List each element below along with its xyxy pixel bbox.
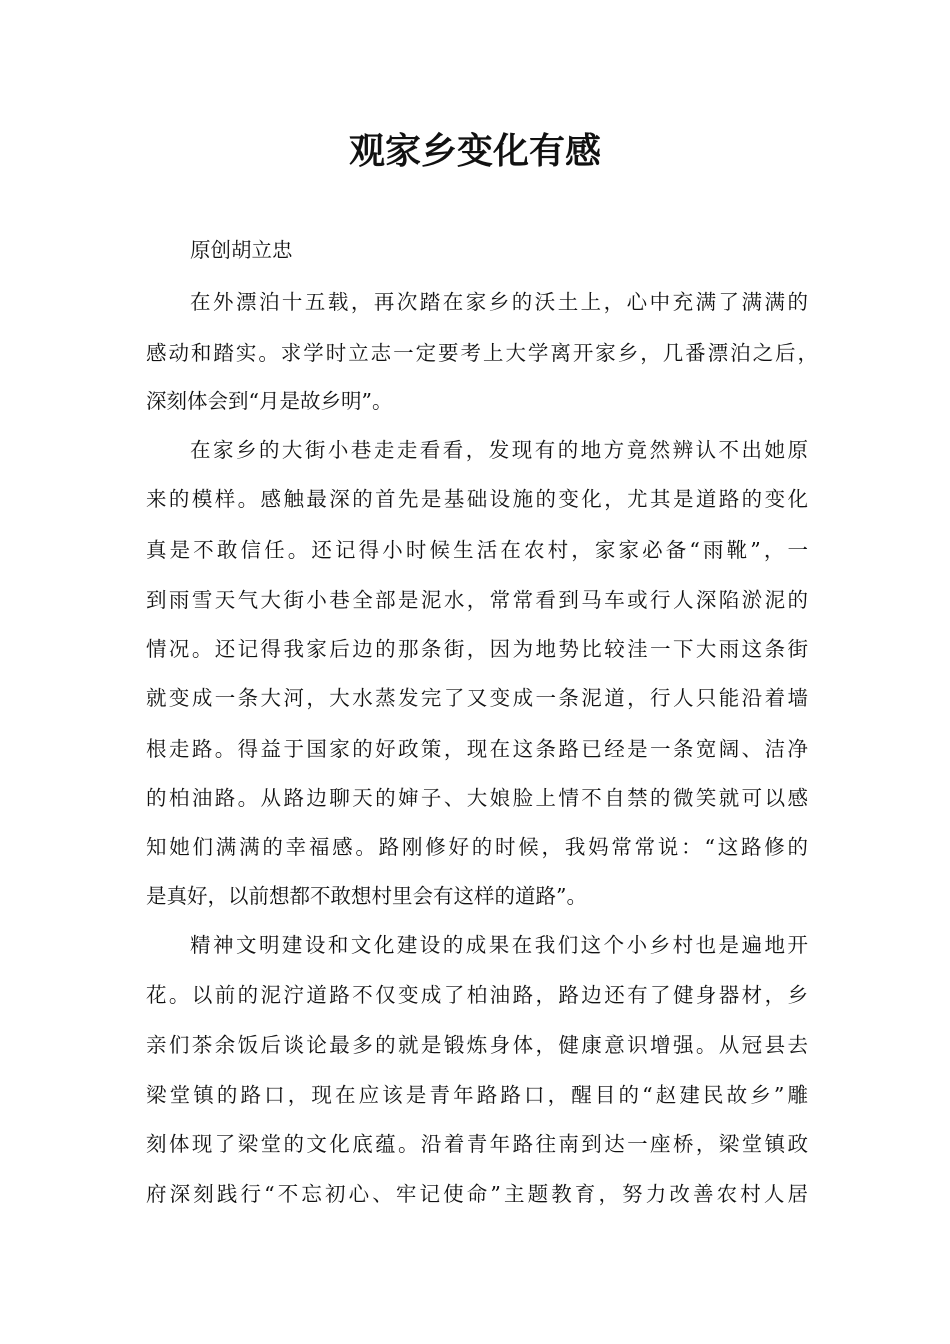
document-title: 观家乡变化有感	[348, 131, 601, 172]
paragraph-1-line-3: 深刻体会到“月是故乡明”。	[146, 389, 393, 413]
paragraph-3-line-3: 亲们茶余饭后谈论最多的就是锻炼身体，健康意识增强。从冠县去	[146, 1033, 808, 1057]
paragraph-1-line-1: 在外漂泊十五载，再次踏在家乡的沃土上，心中充满了满满的	[190, 290, 808, 314]
paragraph-3-line-4: 梁堂镇的路口，现在应该是青年路路口，醒目的“赵建民故乡”雕	[146, 1083, 808, 1107]
paragraph-2-line-2: 来的模样。感触最深的首先是基础设施的变化，尤其是道路的变化	[146, 487, 808, 511]
paragraph-2-line-10: 是真好，以前想都不敢想村里会有这样的道路”。	[146, 884, 587, 908]
paragraph-3-line-1: 精神文明建设和文化建设的成果在我们这个小乡村也是遍地开	[190, 933, 808, 957]
paragraph-2-line-3: 真是不敢信任。还记得小时候生活在农村，家家必备“雨靴”，一	[146, 538, 808, 562]
paragraph-2-line-8: 的柏油路。从路边聊天的婶子、大娘脸上情不自禁的微笑就可以感	[146, 786, 808, 810]
paragraph-2-line-7: 根走路。得益于国家的好政策，现在这条路已经是一条宽阔、洁净	[146, 737, 808, 761]
paragraph-2-line-4: 到雨雪天气大街小巷全部是泥水，常常看到马车或行人深陷淤泥的	[146, 588, 808, 612]
paragraph-3-line-6: 府深刻践行“不忘初心、牢记使命”主题教育，努力改善农村人居	[146, 1182, 808, 1206]
paragraph-1-line-2: 感动和踏实。求学时立志一定要考上大学离开家乡，几番漂泊之后，	[146, 341, 818, 365]
paragraph-3-line-2: 花。以前的泥泞道路不仅变成了柏油路，路边还有了健身器材，乡	[146, 983, 808, 1007]
paragraph-2-line-9: 知她们满满的幸福感。路刚修好的时候，我妈常常说：“这路修的	[146, 835, 808, 859]
paragraph-2-line-6: 就变成一条大河，大水蒸发完了又变成一条泥道，行人只能沿着墙	[146, 686, 808, 710]
paragraph-3-line-5: 刻体现了梁堂的文化底蕴。沿着青年路往南到达一座桥，梁堂镇政	[146, 1132, 808, 1156]
paragraph-2-line-5: 情况。还记得我家后边的那条街，因为地势比较洼一下大雨这条街	[146, 637, 808, 661]
paragraph-2-line-1: 在家乡的大街小巷走走看看，发现有的地方竟然辨认不出她原	[190, 438, 808, 462]
author-line: 原创胡立忠	[190, 238, 293, 262]
